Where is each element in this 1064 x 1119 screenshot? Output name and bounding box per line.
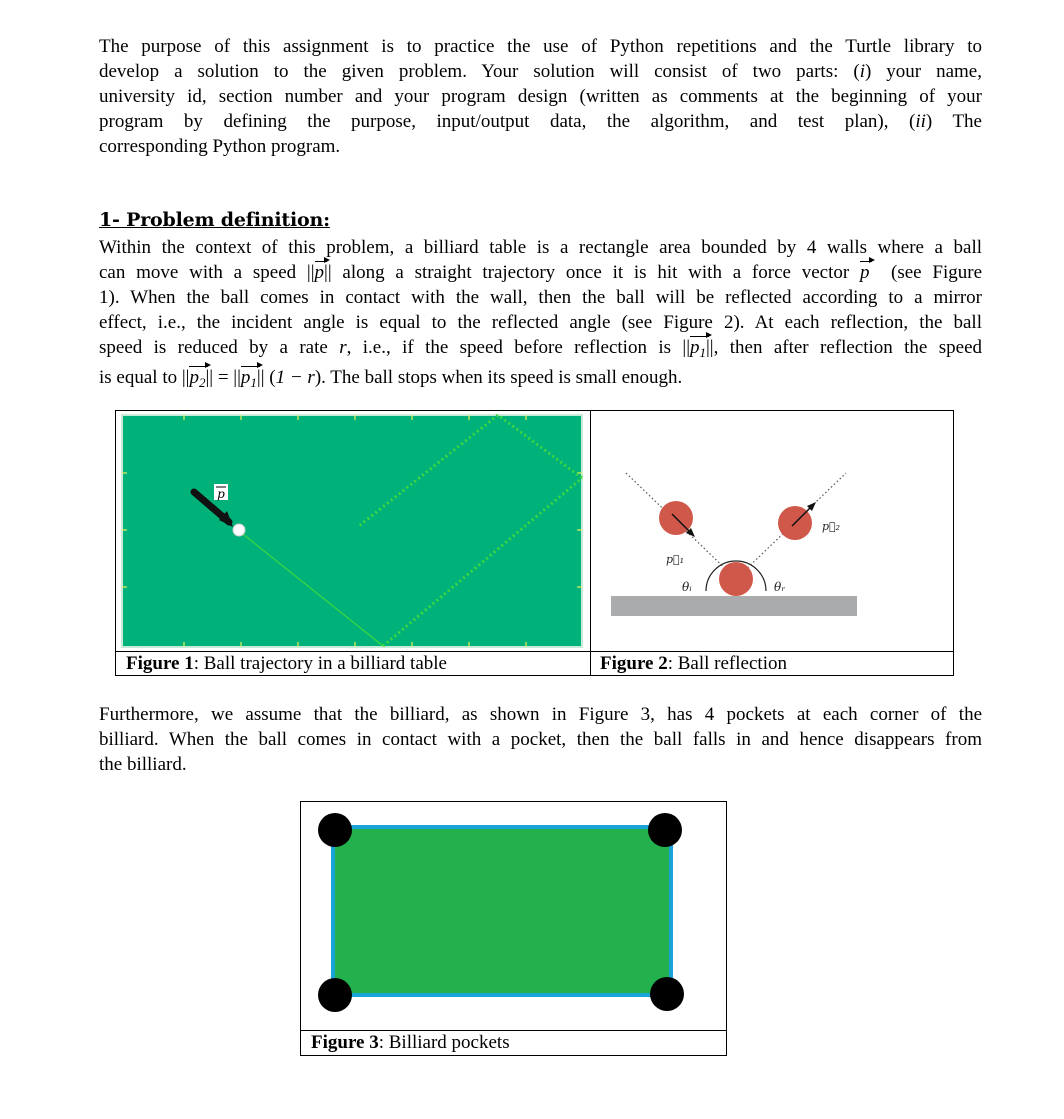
intro-line: develop a solution to the given problem. Your solution will consist of two parts: (i) your name, (99, 61, 982, 82)
problem-line: is equal to $||p_2|| = ||p_1||$ (1 − r). The ball stops when its speed is small enough. (99, 365, 982, 395)
vector-label: p (217, 487, 225, 501)
table-divider (590, 411, 591, 675)
ball-reflection-figure (596, 421, 948, 643)
figure3-caption: Figure 3: Billiard pockets (311, 1032, 510, 1053)
problem-line: speed is reduced by a rate r, i.e., if the speed before reflection is $||p_1||$, then after reflection the speed (99, 335, 982, 365)
vector-p1: $p_1$ (690, 335, 706, 365)
billiard-pockets-figure (311, 810, 691, 1020)
theta-i-label: θᵢ (682, 580, 692, 594)
pocket-bottom-left (318, 978, 352, 1012)
p1-label: p⃗₁ (666, 553, 685, 566)
theta-r-label: θᵣ (774, 580, 786, 594)
figure1-caption: Figure 1: Ball trajectory in a billiard table (126, 653, 447, 674)
pocket-top-left (318, 813, 352, 847)
figure2-caption: Figure 2: Ball reflection (600, 653, 787, 674)
intro-line: corresponding Python program. (99, 136, 341, 157)
intro-line: university id, section number and your program design (written as comments at the beginning of your (99, 86, 982, 107)
further-line: the billiard. (99, 754, 187, 775)
further-line: billiard. When the ball comes in contact with a pocket, then the ball falls in and hence disappears from (99, 729, 982, 750)
pocket-table-surface (333, 827, 671, 995)
p2-label: p⃗₂ (822, 520, 841, 533)
problem-line: 1). When the ball comes in contact with the wall, then the ball will be reflected according to a mirror (99, 287, 982, 308)
problem-line: can move with a speed ||p|| along a straight trajectory once it is hit with a force vector p (see Figure (99, 262, 982, 283)
intro-line: program by defining the purpose, input/output data, the algorithm, and test plan), (ii) The (99, 111, 982, 132)
vector-p: p (314, 262, 325, 283)
problem-line: Within the context of this problem, a billiard table is a rectangle area bounded by 4 walls where a ball (99, 237, 982, 258)
problem-line: effect, i.e., the incident angle is equal to the reflected angle (see Figure 2). At each reflection, the ball (99, 312, 982, 333)
further-line: Furthermore, we assume that the billiard, as shown in Figure 3, has 4 pockets at each corner of the (99, 704, 982, 725)
vector-p2: $p_2$ (189, 365, 205, 395)
billiard-trajectory-figure (121, 414, 583, 648)
vector-p1: $p_1$ (241, 365, 257, 395)
further-paragraph (99, 702, 982, 777)
intro-line: The purpose of this assignment is to practice the use of Python repetitions and the Turtle library to (99, 36, 982, 57)
section-heading: 1- Problem definition: (99, 209, 330, 231)
vector-p: p (859, 262, 870, 283)
problem-paragraph (99, 235, 982, 395)
figure3-box (300, 801, 727, 1056)
figure-table (115, 410, 954, 676)
billiard-table-surface (122, 415, 582, 647)
pocket-top-right (648, 813, 682, 847)
reflection-floor (611, 596, 857, 616)
cue-ball (233, 524, 245, 536)
pocket-bottom-right (650, 977, 684, 1011)
contact-ball (719, 562, 753, 596)
intro-paragraph (99, 34, 982, 159)
